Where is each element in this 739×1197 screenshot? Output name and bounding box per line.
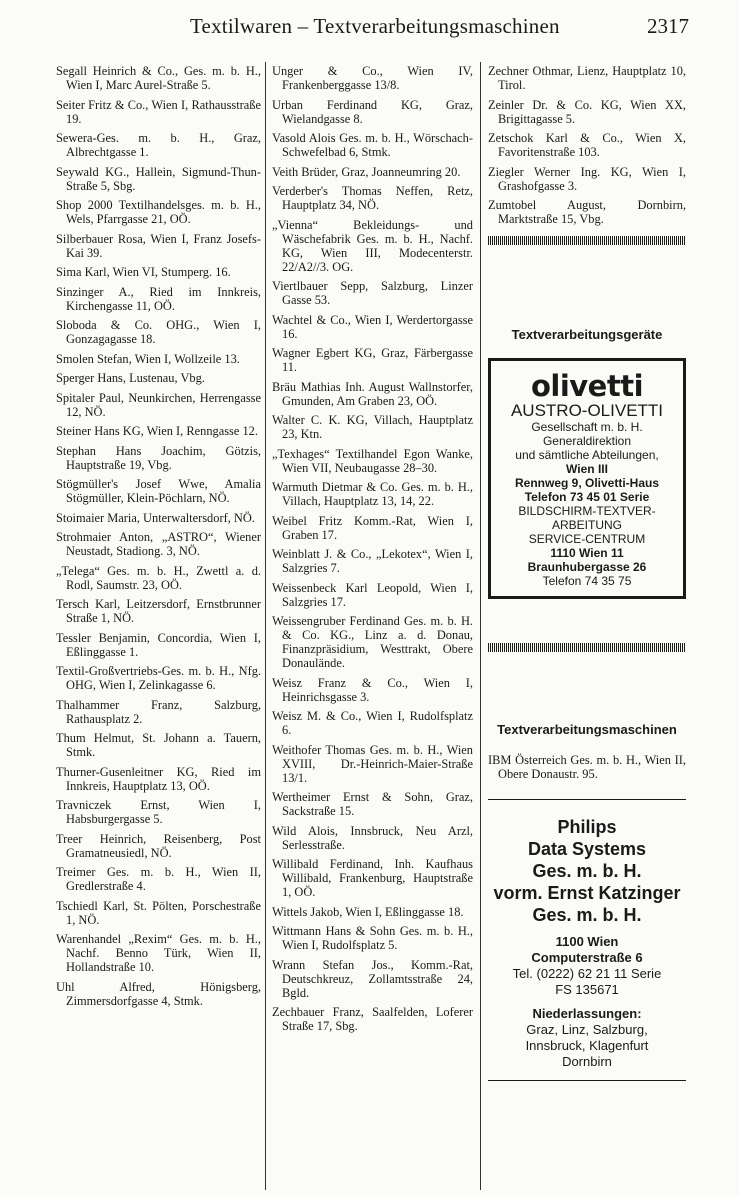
- philips-branches-heading: Niederlassungen:: [532, 1006, 642, 1021]
- directory-entry: Weisz Franz & Co., Wien I, Heinrichsgasse 3.: [272, 675, 473, 704]
- column-2: [272, 64, 473, 1039]
- directory-entry: Thum Helmut, St. Johann a. Tauern, Stmk.: [56, 731, 261, 759]
- directory-entry: Tersch Karl, Leitzersdorf, Ernstbrunner Straße 1, NÖ.: [56, 597, 261, 625]
- directory-entry: Silberbauer Rosa, Wien I, Franz Josefs-Kai 39.: [56, 231, 261, 260]
- ad-line: Generaldirektion: [542, 434, 632, 448]
- directory-entry: Sperger Hans, Lustenau, Vbg.: [56, 371, 205, 385]
- directory-entry: Steiner Hans KG, Wien I, Renngasse 12.: [56, 424, 258, 438]
- column-3: [488, 64, 686, 1081]
- philips-line: vorm. Ernst Katzinger: [493, 883, 681, 903]
- directory-entry: „Texhages“ Textilhandel Egon Wanke, Wien VII, Neubaugasse 28–30.: [272, 446, 473, 475]
- directory-entry: Spitaler Paul, Neunkirchen, Herrengasse 12, NÖ.: [56, 390, 261, 419]
- directory-entry: Zechbauer Franz, Saalfelden, Loferer Straße 17, Sbg.: [272, 1005, 473, 1033]
- directory-entry: Wrann Stefan Jos., Komm.-Rat, Deutschkreuz, Zollamtsstraße 24, Bgld.: [272, 957, 473, 1000]
- directory-entry: Bräu Mathias Inh. August Wallnstorfer, Gmunden, Am Graben 23, OÖ.: [272, 379, 473, 408]
- directory-entry: Sinzinger A., Ried im Innkreis, Kirchengasse 11, OÖ.: [56, 284, 261, 313]
- ad-line: Braunhubergasse 26: [527, 560, 647, 574]
- directory-entry: Zechner Othmar, Lienz, Hauptplatz 10, Tirol.: [488, 64, 686, 92]
- directory-entry: Viertlbauer Sepp, Salzburg, Linzer Gasse 53.: [272, 279, 473, 307]
- directory-entry: Stögmüller's Josef Wwe, Amalia Stögmüller, Klein-Pöchlarn, NÖ.: [56, 477, 261, 505]
- directory-entry: Veith Brüder, Graz, Joanneumring 20.: [272, 164, 461, 179]
- directory-entry: Seywald KG., Hallein, Sigmund-Thun-Straße 5, Sbg.: [56, 164, 261, 193]
- directory-entry: Treer Heinrich, Reisenberg, Post Gramatneusiedl, NÖ.: [56, 831, 261, 860]
- directory-entry: Smolen Stefan, Wien I, Wollzeile 13.: [56, 351, 240, 366]
- directory-entry: Thurner-Gusenleitner KG, Ried im Innkreis, Hauptplatz 13, OÖ.: [56, 764, 261, 793]
- philips-branch: Innsbruck, Klagenfurt: [525, 1038, 649, 1053]
- directory-entry: Travniczek Ernst, Wien I, Habsburgergasse 5.: [56, 798, 261, 826]
- directory-entry: Weisz M. & Co., Wien I, Rudolfsplatz 6.: [272, 709, 473, 737]
- directory-entry: Sloboda & Co. OHG., Wien I, Gonzagagasse 18.: [56, 318, 261, 346]
- directory-entry: Wertheimer Ernst & Sohn, Graz, Sackstraße 15.: [272, 790, 473, 818]
- ad-line: Telefon 73 45 01 Serie: [524, 490, 650, 504]
- directory-entry: Sewera-Ges. m. b. H., Graz, Albrechtgasse 1.: [56, 131, 261, 159]
- directory-entry: Uhl Alfred, Hönigsberg, Zimmersdorfgasse 4, Stmk.: [56, 979, 261, 1008]
- olivetti-advertisement: [488, 358, 686, 599]
- ad-line: ARBEITUNG: [551, 518, 622, 532]
- section-heading-textverarbeitungsmaschinen: Textverarbeitungsmaschinen: [497, 722, 677, 737]
- directory-entry: Stephan Hans Joachim, Götzis, Hauptstraße 19, Vbg.: [56, 443, 261, 472]
- directory-entry: Warenhandel „Rexim“ Ges. m. b. H., Nachf. Benno Türk, Wien II, Hollandstraße 10.: [56, 932, 261, 974]
- ad-line: Wien III: [566, 462, 608, 476]
- ad-line: Rennweg 9, Olivetti-Haus: [514, 476, 660, 490]
- directory-entry: Treimer Ges. m. b. H., Wien II, Gredlerstraße 4.: [56, 865, 261, 893]
- directory-entry: Weibel Fritz Komm.-Rat, Wien I, Graben 17.: [272, 513, 473, 542]
- directory-entry: Zetschok Karl & Co., Wien X, Favoritenstraße 103.: [488, 131, 686, 159]
- directory-entry: Unger & Co., Wien IV, Frankenberggasse 13/8.: [272, 64, 473, 92]
- philips-advertisement: [488, 799, 686, 1081]
- directory-entry: Weissengruber Ferdinand Ges. m. b. H. & Co. KG., Linz a. d. Donau, Finanzpräsidium, Westtrakt, Obere Donaulände.: [272, 614, 473, 670]
- directory-entry: Tessler Benjamin, Concordia, Wien I, Eßlinggasse 1.: [56, 630, 261, 659]
- section-heading-textverarbeitungsgeraete: Textverarbeitungsgeräte: [511, 327, 663, 342]
- directory-entry: Seiter Fritz & Co., Wien I, Rathausstraße 19.: [56, 97, 261, 126]
- olivetti-logo: olivetti: [530, 369, 644, 403]
- directory-entry: Wild Alois, Innsbruck, Neu Arzl, Serlesstraße.: [272, 823, 473, 852]
- directory-entry: Warmuth Dietmar & Co. Ges. m. b. H., Villach, Hauptplatz 13, 14, 22.: [272, 480, 473, 508]
- column-divider: [265, 62, 266, 1190]
- column-divider: [480, 62, 481, 1190]
- directory-entry: Vasold Alois Ges. m. b. H., Wörschach-Schwefelbad 6, Stmk.: [272, 131, 473, 159]
- directory-entry: Wagner Egbert KG, Graz, Färbergasse 11.: [272, 346, 473, 374]
- separator-bar: [488, 236, 686, 245]
- ad-line: Gesellschaft m. b. H.: [531, 420, 643, 434]
- directory-entry: Textil-Großvertriebs-Ges. m. b. H., Nfg. OHG, Wien I, Zelinkagasse 6.: [56, 664, 261, 692]
- directory-entry: Tschiedl Karl, St. Pölten, Porschestraße 1, NÖ.: [56, 898, 261, 927]
- column-1: [56, 64, 261, 1013]
- directory-entry: Zumtobel August, Dornbirn, Marktstraße 15, Vbg.: [488, 198, 686, 226]
- directory-entry: Stoimaier Maria, Unterwaltersdorf, NÖ.: [56, 510, 255, 525]
- page-number: 2317: [647, 14, 689, 38]
- directory-entry: Segall Heinrich & Co., Ges. m. b. H., Wien I, Marc Aurel-Straße 5.: [56, 64, 261, 92]
- directory-entry: Strohmaier Anton, „ASTRO“, Wiener Neustadt, Stadiong. 3, NÖ.: [56, 530, 261, 558]
- philips-phone: FS 135671: [555, 982, 619, 997]
- philips-line: Philips: [557, 817, 617, 837]
- ad-line: Telefon 74 35 75: [542, 574, 632, 588]
- philips-branch: Dornbirn: [562, 1054, 612, 1069]
- page-title: Textilwaren – Textverarbeitungsmaschinen: [190, 14, 560, 38]
- olivetti-brand: AUSTRO-OLIVETTI: [510, 401, 664, 420]
- philips-address: 1100 Wien: [555, 934, 619, 949]
- directory-entry: Ziegler Werner Ing. KG, Wien I, Grashofgasse 3.: [488, 164, 686, 193]
- directory-entry: Verderber's Thomas Neffen, Retz, Hauptplatz 34, NÖ.: [272, 184, 473, 212]
- directory-entry: Weissenbeck Karl Leopold, Wien I, Salzgries 17.: [272, 580, 473, 609]
- directory-entry: Weinblatt J. & Co., „Lekotex“, Wien I, Salzgries 7.: [272, 547, 473, 575]
- directory-entry: Sima Karl, Wien VI, Stumperg. 16.: [56, 265, 231, 279]
- philips-phone: Tel. (0222) 62 21 11 Serie: [512, 966, 662, 981]
- philips-line: Ges. m. b. H.: [532, 905, 642, 925]
- directory-entry: „Vienna“ Bekleidungs- und Wäschefabrik Ges. m. b. H., Nachf. KG, Wien III, Modecenterstr. 22/A2//3. OG.: [272, 217, 473, 274]
- directory-entry: Willibald Ferdinand, Inh. Kaufhaus Willibald, Frankenburg, Hauptstraße 1, OÖ.: [272, 857, 473, 899]
- philips-line: Ges. m. b. H.: [532, 861, 642, 881]
- separator-bar: [488, 643, 686, 652]
- directory-entry: „Telega“ Ges. m. b. H., Zwettl a. d. Rodl, Saumstr. 23, OÖ.: [56, 563, 261, 592]
- ad-line: BILDSCHIRM-TEXTVER-: [518, 504, 656, 518]
- directory-entry: Wittels Jakob, Wien I, Eßlinggasse 18.: [272, 904, 464, 919]
- directory-entry: Urban Ferdinand KG, Graz, Wielandgasse 8.: [272, 97, 473, 126]
- philips-address: Computerstraße 6: [531, 950, 643, 965]
- directory-entry: Zeinler Dr. & Co. KG, Wien XX, Brigittagasse 5.: [488, 97, 686, 126]
- directory-entry: Shop 2000 Textilhandelsges. m. b. H., Wels, Pfarrgasse 21, OÖ.: [56, 198, 261, 226]
- philips-line: Data Systems: [527, 839, 647, 859]
- directory-entry: Wittmann Hans & Sohn Ges. m. b. H., Wien I, Rudolfsplatz 5.: [272, 924, 473, 952]
- directory-entry-ibm: IBM Österreich Ges. m. b. H., Wien II, Obere Donaustr. 95.: [488, 753, 686, 781]
- directory-entry: Walter C. K. KG, Villach, Hauptplatz 23, Ktn.: [272, 413, 473, 441]
- ad-line: 1110 Wien 11: [550, 546, 624, 560]
- ad-line: SERVICE-CENTRUM: [528, 532, 646, 546]
- directory-entry: Thalhammer Franz, Salzburg, Rathausplatz 2.: [56, 697, 261, 726]
- page-header: [0, 14, 739, 44]
- philips-branch: Graz, Linz, Salzburg,: [526, 1022, 648, 1037]
- directory-entry: Wachtel & Co., Wien I, Werdertorgasse 16.: [272, 312, 473, 341]
- ad-line: und sämtliche Abteilungen,: [515, 448, 659, 462]
- directory-entry: Weithofer Thomas Ges. m. b. H., Wien XVIII, Dr.-Heinrich-Maier-Straße 13/1.: [272, 742, 473, 785]
